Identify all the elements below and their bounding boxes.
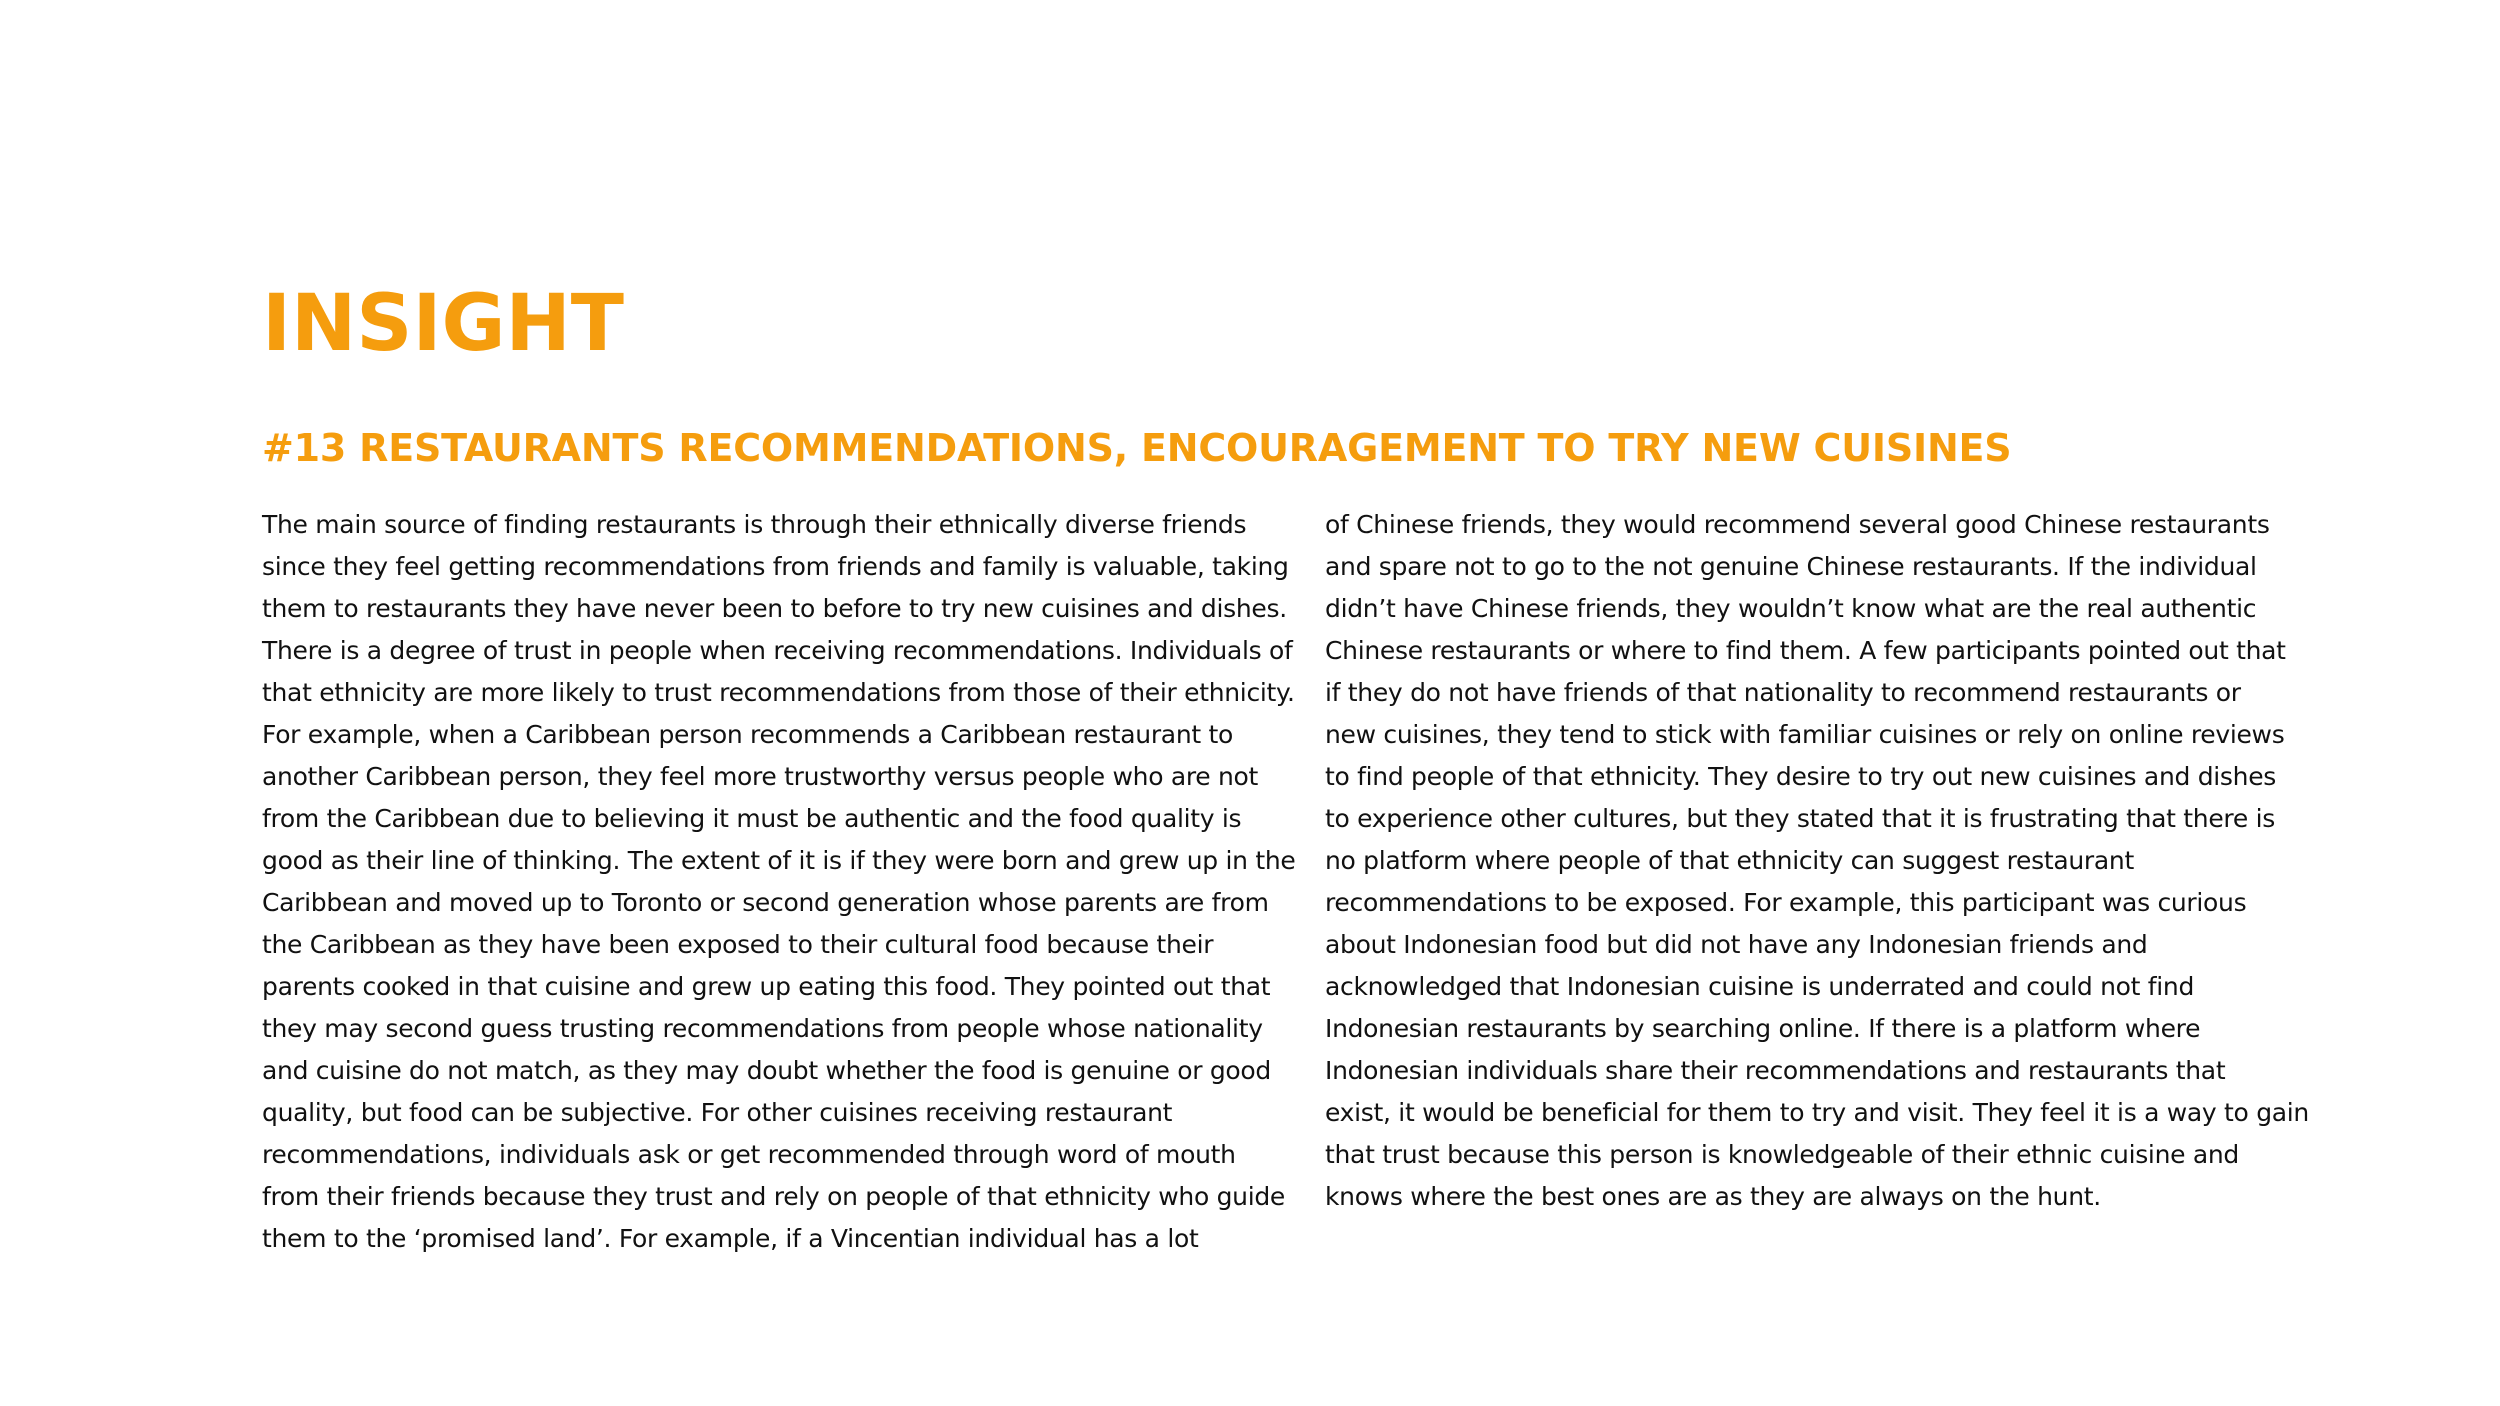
text-line: from the Caribbean due to believing it must be authentic and the food quality is [262, 804, 1242, 833]
text-line: quality, but food can be subjective. For other cuisines receiving restaurant [262, 1098, 1173, 1127]
insight-subtitle: #13 RESTAURANTS RECOMMENDATIONS, ENCOURAGEMENT TO TRY NEW CUISINES [262, 426, 2012, 470]
text-line: Caribbean and moved up to Toronto or second generation whose parents are from [262, 888, 1269, 917]
text-line: they may second guess trusting recommendations from people whose nationality [262, 1014, 1263, 1043]
text-line: of Chinese friends, they would recommend several good Chinese restaurants [1325, 510, 2270, 539]
text-line: if they do not have friends of that nationality to recommend restaurants or [1325, 678, 2241, 707]
text-line: For example, when a Caribbean person recommends a Caribbean restaurant to [262, 720, 1234, 749]
text-line: to find people of that ethnicity. They desire to try out new cuisines and dishes [1325, 762, 2277, 791]
text-line: didn’t have Chinese friends, they wouldn’t know what are the real authentic [1325, 594, 2257, 623]
text-line: The main source of finding restaurants is through their ethnically diverse friends [262, 510, 1247, 539]
text-line: recommendations, individuals ask or get recommended through word of mouth [262, 1140, 1236, 1169]
text-line: from their friends because they trust and rely on people of that ethnicity who guide [262, 1182, 1286, 1211]
text-line: that ethnicity are more likely to trust recommendations from those of their ethnicity. [262, 678, 1295, 707]
text-line: to experience other cultures, but they stated that it is frustrating that there is [1325, 804, 2275, 833]
text-line: them to restaurants they have never been to before to try new cuisines and dishes. [262, 594, 1287, 623]
text-line: and cuisine do not match, as they may doubt whether the food is genuine or good [262, 1056, 1271, 1085]
text-line: about Indonesian food but did not have any Indonesian friends and [1325, 930, 2148, 959]
text-line: parents cooked in that cuisine and grew up eating this food. They pointed out that [262, 972, 1271, 1001]
text-line: no platform where people of that ethnicity can suggest restaurant [1325, 846, 2134, 875]
text-line: Chinese restaurants or where to find them. A few participants pointed out that [1325, 636, 2286, 665]
body-text-left-column [262, 504, 1295, 1260]
text-line: since they feel getting recommendations from friends and family is valuable, taking [262, 552, 1289, 581]
text-line: another Caribbean person, they feel more trustworthy versus people who are not [262, 762, 1259, 791]
text-line: that trust because this person is knowledgeable of their ethnic cuisine and [1325, 1140, 2239, 1169]
text-line: exist, it would be beneficial for them to try and visit. They feel it is a way to gain [1325, 1098, 2309, 1127]
text-line: knows where the best ones are as they are always on the hunt. [1325, 1182, 2101, 1211]
text-line: There is a degree of trust in people when receiving recommendations. Individuals of [262, 636, 1293, 665]
text-line: Indonesian restaurants by searching online. If there is a platform where [1325, 1014, 2201, 1043]
text-line: acknowledged that Indonesian cuisine is underrated and could not find [1325, 972, 2195, 1001]
page-title: INSIGHT [262, 279, 625, 369]
text-line: new cuisines, they tend to stick with familiar cuisines or rely on online reviews [1325, 720, 2285, 749]
text-line: Indonesian individuals share their recommendations and restaurants that [1325, 1056, 2226, 1085]
text-line: good as their line of thinking. The extent of it is if they were born and grew up in the [262, 846, 1296, 875]
text-line: them to the ‘promised land’. For example, if a Vincentian individual has a lot [262, 1224, 1199, 1253]
text-line: recommendations to be exposed. For example, this participant was curious [1325, 888, 2247, 917]
text-line: the Caribbean as they have been exposed to their cultural food because their [262, 930, 1214, 959]
text-line: and spare not to go to the not genuine Chinese restaurants. If the individual [1325, 552, 2257, 581]
body-text-right-column [1325, 504, 2309, 1218]
